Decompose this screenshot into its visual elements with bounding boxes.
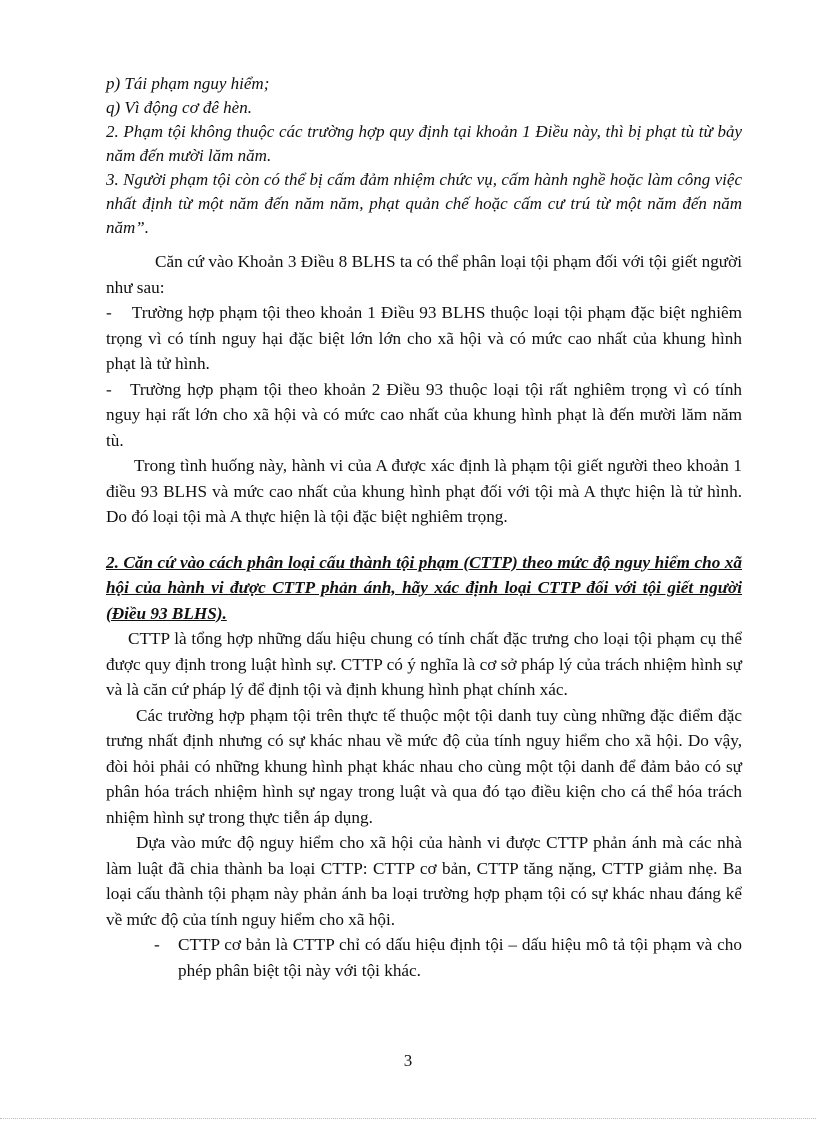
quote-clause-2: 2. Phạm tội không thuộc các trường hợp quy định tại khoản 1 Điều này, thì bị phạt tù từ bảy năm đến mười lăm năm. [106, 122, 742, 165]
spacer [106, 530, 742, 550]
dash-mark: - [106, 303, 112, 322]
dash-mark: - [154, 935, 160, 954]
section-2-paragraph-1: CTTP là tổng hợp những dấu hiệu chung có tính chất đặc trưng cho loại tội phạm cụ thể được quy định trong luật hình sự. CTTP có ý nghĩa là cơ sở pháp lý của trách nhiệm hình sự và là căn cứ pháp lý để định tội và định khung hình phạt chính xác. [106, 629, 742, 699]
section-2-paragraph-3: Dựa vào mức độ nguy hiểm cho xã hội của hành vi được CTTP phản ánh mà các nhà làm luật đã chia thành ba loại CTTP: CTTP cơ bản, CTTP tăng nặng, CTTP giảm nhẹ. Ba loại cấu thành tội phạm này phản ánh ba loại trường hợp phạm tội có sự khác nhau đáng kể về mức độ của tính nguy hiểm cho xã hội. [106, 833, 742, 929]
section-2-bullet-1 [154, 932, 742, 983]
classification-item-1-text: Trường hợp phạm tội theo khoản 1 Điều 93 BLHS thuộc loại tội phạm đặc biệt nghiêm trọng vì có tính nguy hại đặc biệt lớn lớn cho xã hội và có mức cao nhất của khung hình phạt là tử hình. [106, 303, 742, 373]
classification-intro: Căn cứ vào Khoản 3 Điều 8 BLHS ta có thể phân loại tội phạm đối với tội giết người như sau: [106, 252, 742, 297]
page-number: 3 [403, 1051, 413, 1070]
section-2-heading: 2. Căn cứ vào cách phân loại cấu thành tội phạm (CTTP) theo mức độ nguy hiểm cho xã hội của hành vi được CTTP phản ánh, hãy xác định loại CTTP đối với tội giết người (Điều 93 BLHS). [106, 552, 742, 623]
quote-item-q: q) Vì động cơ đê hèn. [106, 98, 252, 117]
section-2-paragraph-2: Các trường hợp phạm tội trên thực tế thuộc một tội danh tuy cùng những đặc điểm đặc trưng nhất định nhưng có sự khác nhau về mức độ của tính nguy hiểm cho xã hội. Do vậy, đòi hỏi phải có những khung hình phạt khác nhau cho cùng một tội danh để đảm bảo có sự phân hóa trách nhiệm hình sự ngay trong luật và qua đó tạo điều kiện cho cá thể hóa trách nhiệm hình sự trong thực tiễn áp dụng. [106, 705, 742, 827]
section-2-bullet-1-text: CTTP cơ bản là CTTP chỉ có dấu hiệu định tội – dấu hiệu mô tả tội phạm và cho phép phân biệt tội này với tội khác. [178, 935, 742, 980]
classification-item-2-text: Trường hợp phạm tội theo khoản 2 Điều 93 thuộc loại tội rất nghiêm trọng vì có tính nguy hại rất lớn cho xã hội và có mức cao nhất của khung hình phạt là đến mười lăm năm tù. [106, 379, 743, 450]
classification-conclusion: Trong tình huống này, hành vi của A được xác định là phạm tội giết người theo khoản 1 điều 93 BLHS và mức cao nhất của khung hình phạt đối với tội mà A thực hiện là tử hình. Do đó loại tội mà A thực hiện là tội đặc biệt nghiêm trọng. [106, 456, 742, 526]
page-content [106, 72, 742, 983]
classification-item-1 [106, 300, 742, 377]
quote-item-p: p) Tái phạm nguy hiểm; [106, 74, 270, 93]
spacer [106, 240, 742, 249]
page-bottom-divider [0, 1118, 816, 1119]
classification-item-2 [106, 377, 742, 454]
dash-mark: - [106, 379, 112, 399]
quote-clause-3: 3. Người phạm tội còn có thể bị cấm đảm nhiệm chức vụ, cấm hành nghề hoặc làm công việc nhất định từ một năm đến năm năm, phạt quản chế hoặc cấm cư trú từ một năm đến năm năm”. [106, 170, 742, 237]
